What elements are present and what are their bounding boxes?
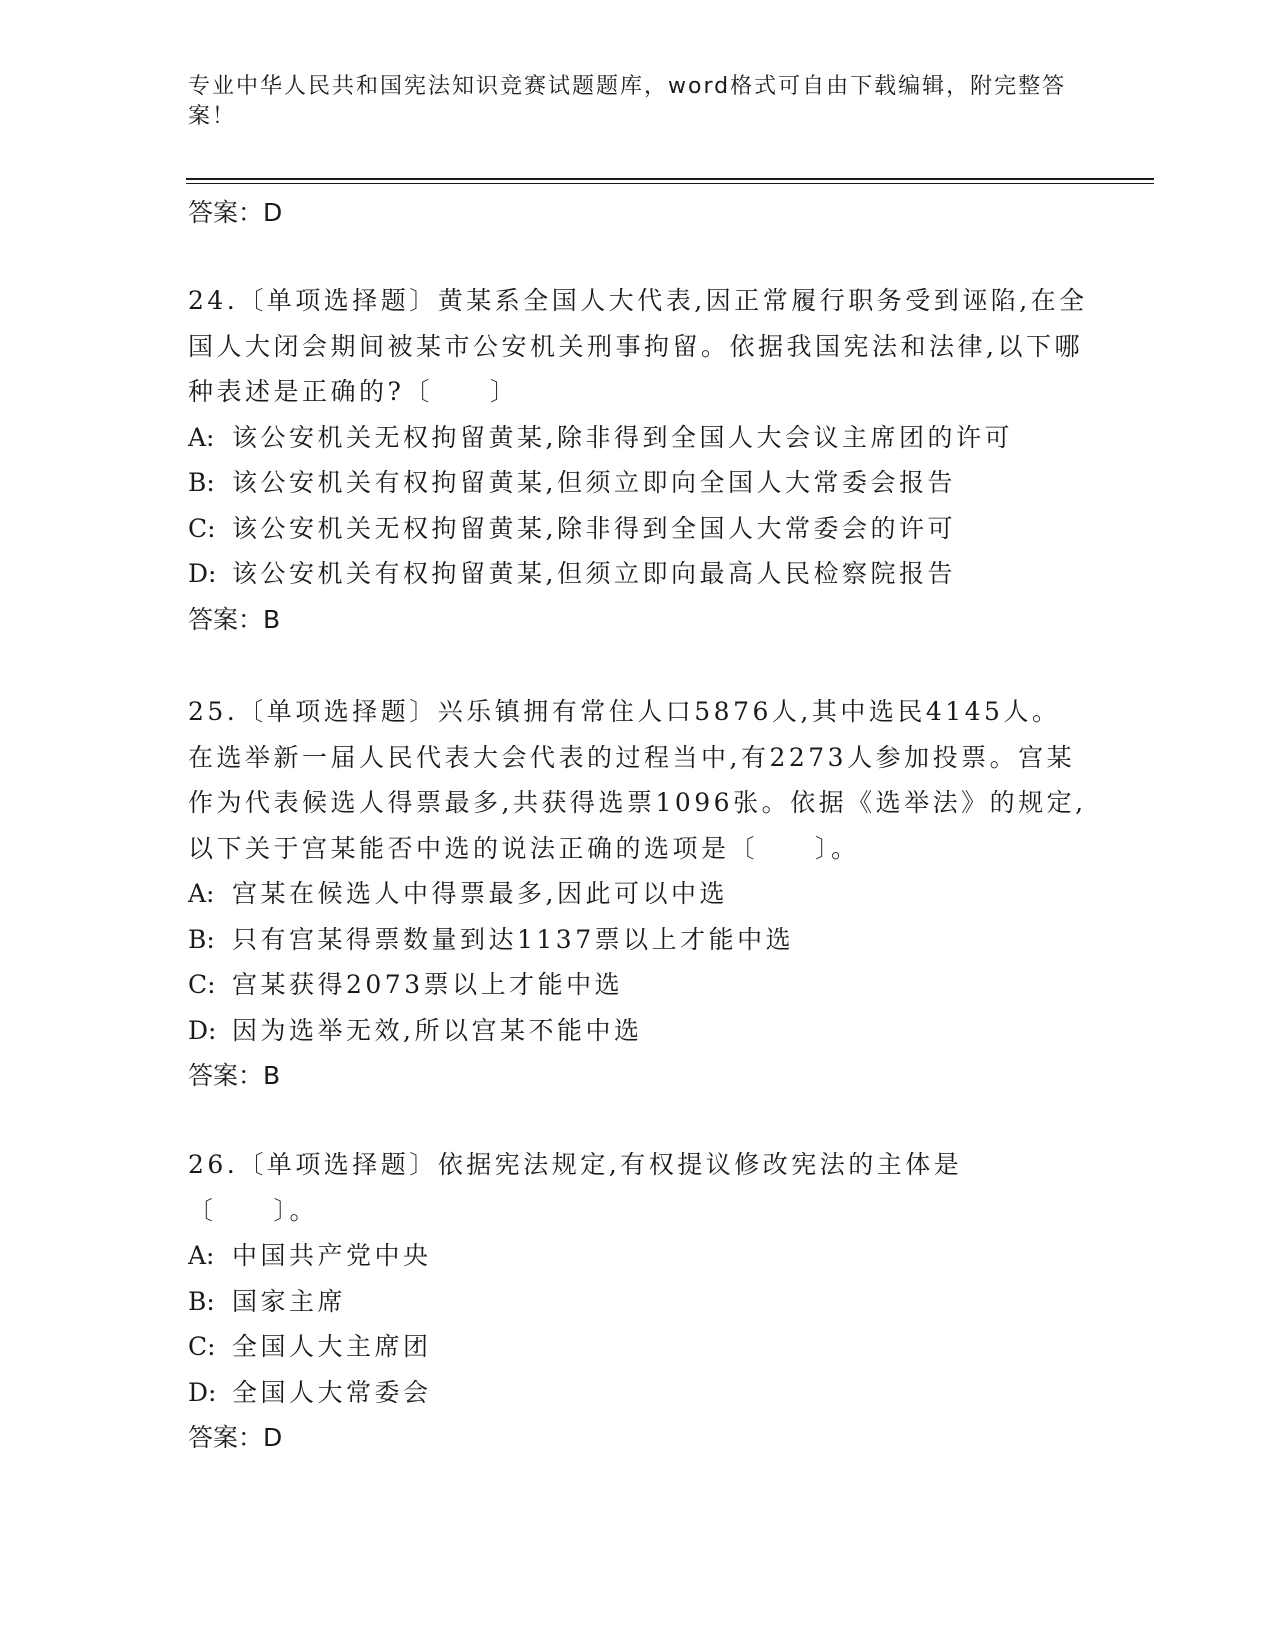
option-text: 只有宫某得票数量到达1137票以上才能中选 (232, 924, 795, 954)
option-text: 全国人大常委会 (232, 1377, 432, 1407)
option-key: A: (188, 1241, 215, 1270)
option-text: 宫某在候选人中得票最多,因此可以中选 (232, 879, 728, 908)
option-a (188, 1233, 1088, 1279)
option-text: 全国人大主席团 (232, 1332, 432, 1361)
answer-label: 答案：D (188, 1423, 283, 1452)
option-b (188, 917, 1088, 963)
question-24 (188, 278, 1088, 643)
option-key: B: (188, 924, 215, 954)
option-text: 宫某获得2073票以上才能中选 (232, 970, 624, 999)
option-a (188, 871, 1088, 917)
answer-label: 答案：B (188, 1061, 281, 1090)
option-text: 该公安机关有权拘留黄某,但须立即向全国人大常委会报告 (232, 468, 956, 497)
option-key: A: (188, 879, 215, 908)
option-text: 中国共产党中央 (232, 1241, 432, 1270)
option-a (188, 415, 1088, 461)
option-key: C: (188, 513, 216, 543)
option-c (188, 1324, 1088, 1370)
answer-label: 答案：B (188, 604, 281, 634)
option-text: 国家主席 (232, 1286, 347, 1316)
question-stem: 26.〔单项选择题〕依据宪法规定,有权提议修改宪法的主体是〔 〕。 (188, 1150, 963, 1225)
header-divider-thin (186, 183, 1154, 184)
option-b (188, 460, 1088, 506)
option-key: C: (188, 970, 216, 999)
question-stem: 25.〔单项选择题〕兴乐镇拥有常住人口5876人,其中选民4145人。在选举新一届人民代表大会代表的过程当中,有2273人参加投票。宫某作为代表候选人得票最多,共获得选票1096张。依据《选举法》的规定,以下关于宫某能否中选的说法正确的选项是〔 〕。 (188, 697, 1087, 863)
option-d (188, 551, 1088, 597)
option-d (188, 1008, 1088, 1054)
option-text: 因为选举无效,所以宫某不能中选 (232, 1015, 643, 1045)
option-key: A: (188, 422, 215, 452)
option-key: C: (188, 1332, 216, 1361)
option-text: 该公安机关无权拘留黄某,除非得到全国人大会议主席团的许可 (232, 422, 1013, 452)
option-text: 该公安机关无权拘留黄某,除非得到全国人大常委会的许可 (232, 513, 956, 543)
answer-label: 答案：D (188, 198, 283, 227)
question-26 (188, 1142, 1088, 1461)
page-header: 专业中华人民共和国宪法知识竞赛试题题库，word格式可自由下载编辑，附完整答案！ (188, 74, 1067, 129)
option-key: D: (188, 559, 217, 588)
option-c (188, 962, 1088, 1008)
option-key: B: (188, 1286, 215, 1316)
option-key: D: (188, 1015, 217, 1045)
option-b (188, 1279, 1088, 1325)
option-d (188, 1370, 1088, 1416)
option-text: 该公安机关有权拘留黄某,但须立即向最高人民检察院报告 (232, 559, 956, 588)
header-divider (186, 178, 1154, 180)
option-key: B: (188, 468, 215, 497)
option-key: D: (188, 1377, 217, 1407)
option-c (188, 506, 1088, 552)
question-25 (188, 689, 1088, 1099)
question-stem: 24.〔单项选择题〕黄某系全国人大代表,因正常履行职务受到诬陷,在全国人大闭会期间被某市公安机关刑事拘留。依据我国宪法和法律,以下哪种表述是正确的?〔 〕 (188, 286, 1088, 406)
